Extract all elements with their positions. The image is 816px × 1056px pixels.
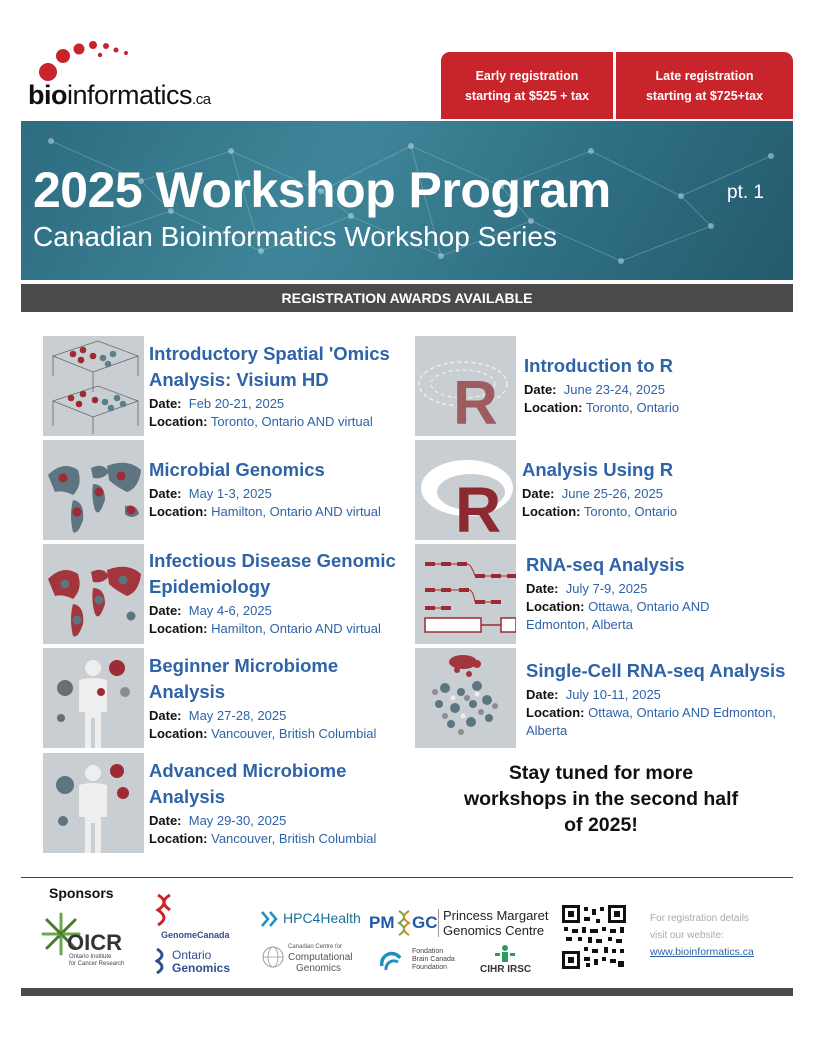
date-value: July 10-11, 2025 xyxy=(565,687,661,702)
date-value: Feb 20-21, 2025 xyxy=(188,396,285,411)
date-value: May 4-6, 2025 xyxy=(188,603,272,618)
pmgc-helix-icon xyxy=(397,909,411,937)
workshop-location xyxy=(149,830,409,848)
pmgc-divider xyxy=(438,909,439,937)
workshop-location xyxy=(526,598,731,634)
location-value: Toronto, Ontario xyxy=(585,400,680,415)
late-registration-line1: Late registration xyxy=(655,68,754,83)
date-value: June 25-26, 2025 xyxy=(561,486,663,501)
date-value: May 29-30, 2025 xyxy=(188,813,287,828)
svg-text:R: R xyxy=(455,474,502,540)
oicr-sub2: for Cancer Research xyxy=(69,961,125,967)
program-title: 2025 Workshop Program xyxy=(33,162,611,218)
workshop-location xyxy=(149,503,409,521)
workshop-card-advanced-microbiome[interactable] xyxy=(149,758,409,848)
workshop-location xyxy=(522,503,792,521)
registration-info xyxy=(650,910,754,961)
website-link[interactable]: www.bioinformatics.ca xyxy=(650,946,754,958)
rna-seq-thumbnail xyxy=(415,544,516,644)
logo-mark xyxy=(36,38,136,84)
workshop-card-infectious-disease[interactable] xyxy=(149,548,409,638)
date-label: Date: xyxy=(149,486,182,501)
brain-canada-line2: Brain Canada xyxy=(412,956,455,963)
date-label: Date: xyxy=(149,603,182,618)
cihr-figure-icon xyxy=(492,944,518,964)
location-label: Location: xyxy=(524,400,583,415)
workshop-date xyxy=(522,485,792,503)
location-label: Location: xyxy=(522,504,581,519)
oicr-sub1: Ontario Institute xyxy=(69,954,112,960)
workshop-title: Introduction to R xyxy=(524,355,673,376)
hero-banner xyxy=(21,121,793,280)
workshop-date xyxy=(149,602,409,620)
program-subtitle: Canadian Bioinformatics Workshop Series xyxy=(33,221,557,252)
workshop-title: RNA-seq Analysis xyxy=(526,554,685,575)
brain-canada-icon xyxy=(378,948,404,974)
c3g-logo[interactable] xyxy=(262,944,372,974)
genome-canada-logo[interactable] xyxy=(155,893,240,941)
logo-domain: .ca xyxy=(192,91,211,108)
intro-r-thumbnail xyxy=(415,336,516,436)
workshop-card-intro-r[interactable] xyxy=(524,353,794,417)
location-label: Location: xyxy=(149,504,208,519)
workshop-date xyxy=(149,707,409,725)
beginner-microbiome-thumbnail xyxy=(43,648,144,748)
location-value: Vancouver, British Columbial xyxy=(211,831,377,846)
info-line2: visit our website: xyxy=(650,930,724,941)
pmgc-abbr-pm: PM xyxy=(369,913,395,932)
brain-canada-line1: Fondation xyxy=(412,948,444,955)
location-label: Location: xyxy=(149,414,208,429)
date-value: July 7-9, 2025 xyxy=(565,581,648,596)
logo-bold: bio xyxy=(28,80,67,110)
spatial-omics-thumbnail xyxy=(43,336,144,436)
pmgc-name1: Princess Margaret xyxy=(443,908,549,923)
workshop-date xyxy=(524,381,794,399)
c3g-line2: Computational xyxy=(288,952,353,963)
workshop-title: Advanced Microbiome Analysis xyxy=(149,760,347,807)
genome-canada-helix-icon xyxy=(155,893,173,927)
date-value: May 1-3, 2025 xyxy=(188,486,272,501)
pmgc-abbr-gc: GC xyxy=(412,913,438,932)
microbial-genomics-thumbnail xyxy=(43,440,144,540)
single-cell-thumbnail xyxy=(415,648,516,748)
logo-rest: informatics xyxy=(67,80,193,110)
pmgc-logo[interactable] xyxy=(369,906,549,940)
date-label: Date: xyxy=(149,396,182,411)
workshop-card-rna-seq[interactable] xyxy=(526,552,791,634)
ontario-genomics-helix-icon xyxy=(155,947,169,975)
date-label: Date: xyxy=(149,813,182,828)
info-line1: For registration details xyxy=(650,913,749,924)
analysis-r-thumbnail xyxy=(415,440,516,540)
c3g-line3: Genomics xyxy=(296,963,342,974)
workshop-date xyxy=(149,395,409,413)
location-label: Location: xyxy=(149,621,208,636)
registration-qr-code[interactable] xyxy=(562,905,626,969)
workshop-title: Beginner Microbiome Analysis xyxy=(149,655,339,702)
date-label: Date: xyxy=(522,486,555,501)
location-value: Toronto, Ontario xyxy=(583,504,678,519)
workshop-title: Microbial Genomics xyxy=(149,459,325,480)
workshop-location xyxy=(524,399,794,417)
workshop-card-analysis-r[interactable] xyxy=(522,457,792,521)
hpc4health-text: HPC4Health xyxy=(283,910,361,926)
early-registration-line2: starting at $525 + tax xyxy=(464,88,590,103)
location-value: Toronto, Ontario AND virtual xyxy=(210,414,373,429)
cihr-logo[interactable] xyxy=(480,944,550,984)
advanced-microbiome-thumbnail xyxy=(43,753,144,853)
workshop-location xyxy=(526,704,792,740)
date-value: June 23-24, 2025 xyxy=(563,382,665,397)
location-label: Location: xyxy=(526,599,585,614)
workshop-date xyxy=(526,580,791,598)
workshop-card-spatial-omics[interactable] xyxy=(149,341,409,431)
oicr-text: OICR xyxy=(67,930,122,955)
date-value: May 27-28, 2025 xyxy=(188,708,287,723)
svg-text:R: R xyxy=(453,369,498,436)
ontario-genomics-logo[interactable] xyxy=(155,946,250,976)
date-label: Date: xyxy=(526,581,559,596)
location-label: Location: xyxy=(149,831,208,846)
location-label: Location: xyxy=(149,726,208,741)
stay-tuned-message: Stay tuned for more workshops in the second half of 2025! xyxy=(463,762,739,836)
c3g-line1: Canadian Centre for xyxy=(288,944,343,950)
early-registration-button[interactable] xyxy=(441,52,613,119)
date-label: Date: xyxy=(149,708,182,723)
brain-canada-line3: Foundation xyxy=(412,964,448,971)
workshop-location xyxy=(149,620,409,638)
workshop-card-single-cell[interactable] xyxy=(526,658,794,740)
program-part: pt. 1 xyxy=(727,182,764,203)
workshop-title: Introductory Spatial 'Omics Analysis: Visium HD xyxy=(149,343,390,390)
late-registration-line2: starting at $725+tax xyxy=(645,88,764,103)
early-registration-line1: Early registration xyxy=(475,68,579,83)
hpc4health-icon xyxy=(258,908,280,930)
location-value: Vancouver, British Columbial xyxy=(211,726,377,741)
late-registration-button[interactable] xyxy=(616,52,793,119)
location-value: Ottawa, Ontario AND Edmonton, Alberta xyxy=(526,705,776,738)
location-label: Location: xyxy=(526,705,585,720)
brain-canada-logo[interactable] xyxy=(378,946,468,976)
genome-canada-text: GenomeCanada xyxy=(161,930,230,940)
ontario-genomics-line2: Genomics xyxy=(172,961,231,975)
location-value: Hamilton, Ontario AND virtual xyxy=(211,621,381,636)
cihr-text: CIHR IRSC xyxy=(480,964,532,975)
infectious-disease-thumbnail xyxy=(43,544,144,644)
c3g-globe-icon xyxy=(262,946,284,968)
hpc4health-logo[interactable] xyxy=(258,906,361,932)
sponsors-label: Sponsors xyxy=(49,885,114,901)
oicr-logo[interactable] xyxy=(41,910,151,970)
workshop-date xyxy=(149,812,409,830)
date-label: Date: xyxy=(526,687,559,702)
pmgc-name2: Genomics Centre xyxy=(443,923,545,938)
footer-divider xyxy=(21,877,793,878)
workshop-date xyxy=(526,686,794,704)
workshop-location xyxy=(149,413,409,431)
workshop-date xyxy=(149,485,409,503)
workshop-title: Infectious Disease Genomic Epidemiology xyxy=(149,550,396,597)
logo-wordmark[interactable] xyxy=(28,80,211,111)
workshop-title: Analysis Using R xyxy=(522,459,674,480)
workshop-card-beginner-microbiome[interactable] xyxy=(149,653,409,743)
date-label: Date: xyxy=(524,382,557,397)
footer-bar xyxy=(21,988,793,996)
location-value: Hamilton, Ontario AND virtual xyxy=(211,504,381,519)
workshop-location xyxy=(149,725,409,743)
registration-awards-bar[interactable]: REGISTRATION AWARDS AVAILABLE xyxy=(21,284,793,312)
location-value: Ottawa, Ontario AND Edmonton, Alberta xyxy=(526,599,710,632)
ontario-genomics-line1: Ontario xyxy=(172,948,212,962)
workshop-title: Single-Cell RNA-seq Analysis xyxy=(526,660,786,681)
workshop-card-microbial-genomics[interactable] xyxy=(149,457,409,521)
